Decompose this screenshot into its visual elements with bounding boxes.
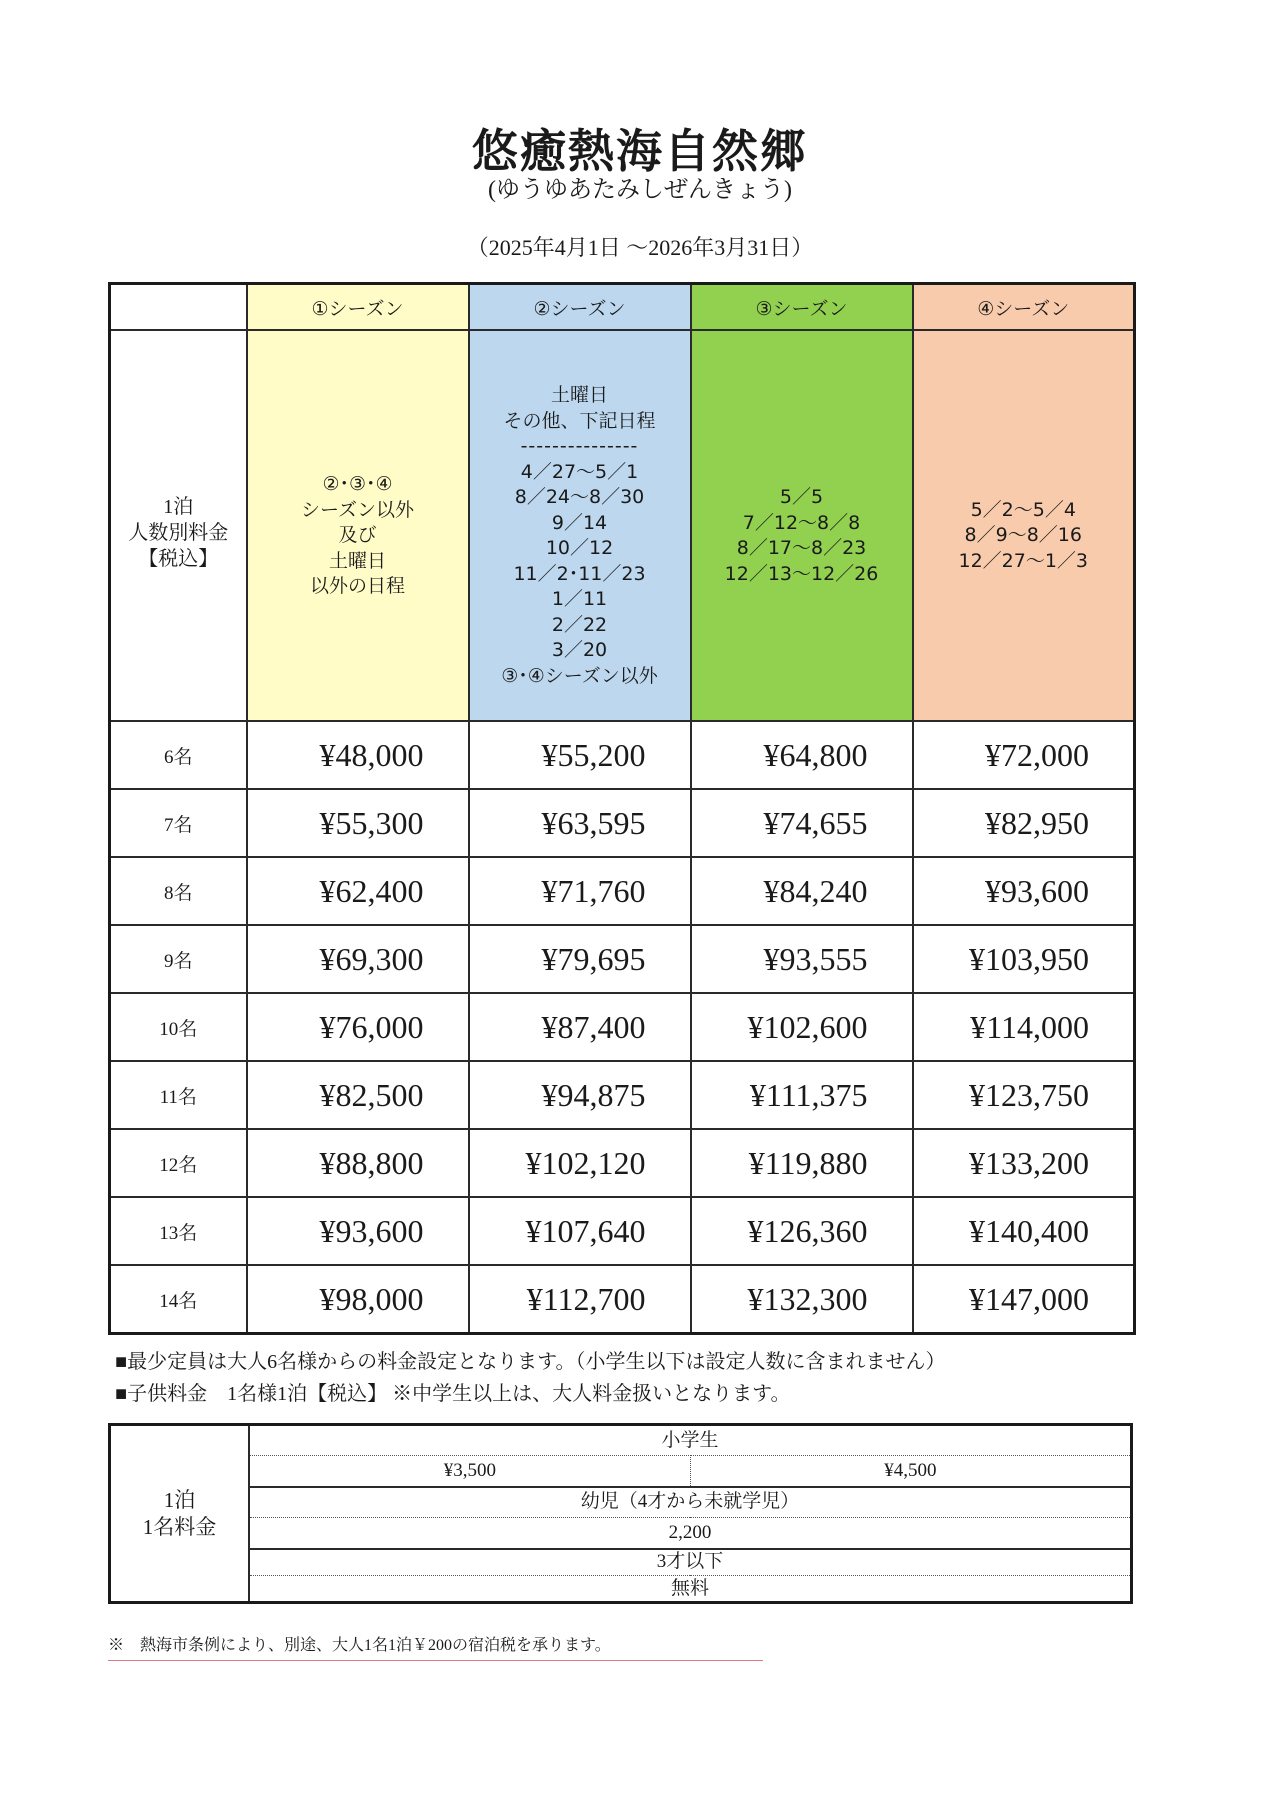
price-season-4: ¥103,950	[913, 925, 1135, 993]
price-season-2: ¥107,640	[469, 1197, 691, 1265]
price-season-3: ¥93,555	[691, 925, 913, 993]
date-line: 8／17～8／23	[736, 537, 867, 559]
price-season-2: ¥102,120	[469, 1129, 691, 1197]
preschool-label-row	[110, 1487, 1132, 1518]
elementary-label-row	[110, 1425, 1132, 1456]
date-line: 9／14	[551, 511, 608, 534]
price-season-4: ¥123,750	[913, 1061, 1135, 1129]
party-size: 10名	[110, 993, 247, 1061]
toddler-label: 3才以下	[249, 1549, 1132, 1576]
date-line: 1／11	[551, 588, 608, 610]
price-season-2: ¥55,200	[469, 721, 691, 789]
price-season-1: ¥76,000	[247, 993, 469, 1061]
party-size: 6名	[110, 721, 247, 789]
party-size: 11名	[110, 1061, 247, 1129]
preschool-label: 幼児（4才から未就学児）	[249, 1487, 1132, 1518]
date-line: 4／27～5／1	[520, 460, 639, 483]
price-season-1: ¥98,000	[247, 1265, 469, 1334]
season-2-header: ②シーズン	[469, 284, 691, 331]
date-line: ②･③･④	[322, 473, 393, 496]
price-season-1: ¥93,600	[247, 1197, 469, 1265]
price-season-2: ¥71,760	[469, 857, 691, 925]
party-size: 7名	[110, 789, 247, 857]
header-corner-cell	[110, 284, 247, 331]
validity-period: （2025年4月1日 ～2026年3月31日）	[466, 235, 814, 260]
price-season-1: ¥69,300	[247, 925, 469, 993]
row-label-line: 人数別料金	[128, 521, 229, 544]
price-season-2: ¥63,595	[469, 789, 691, 857]
season-1-dates	[247, 330, 469, 721]
price-season-1: ¥62,400	[247, 857, 469, 925]
price-season-2: ¥79,695	[469, 925, 691, 993]
price-season-3: ¥119,880	[691, 1129, 913, 1197]
price-season-4: ¥114,000	[913, 993, 1135, 1061]
price-season-4: ¥140,400	[913, 1197, 1135, 1265]
price-season-4: ¥133,200	[913, 1129, 1135, 1197]
date-line: 5／2～5／4	[970, 498, 1076, 521]
preschool-price: 2,200	[249, 1518, 1132, 1549]
row-label-line: 【税込】	[138, 547, 219, 570]
price-row	[110, 1265, 1135, 1334]
party-size: 13名	[110, 1197, 247, 1265]
page-subtitle-reading: (ゆうゆあたみしぜんきょう)	[488, 177, 792, 203]
child-row-label-line: 1泊	[163, 1487, 196, 1512]
toddler-price: 無料	[249, 1576, 1132, 1603]
season-1-header: ①シーズン	[247, 284, 469, 331]
row-label-line: 1泊	[163, 495, 194, 518]
price-row	[110, 857, 1135, 925]
price-row	[110, 1061, 1135, 1129]
accommodation-tax-footnote: ※ 熱海市条例により、別途、大人1名1泊￥200の宿泊税を承ります。	[108, 1635, 763, 1661]
pricing-table	[108, 282, 1136, 1335]
price-season-1: ¥55,300	[247, 789, 469, 857]
price-season-3: ¥64,800	[691, 721, 913, 789]
price-season-3: ¥126,360	[691, 1197, 913, 1265]
price-season-4: ¥93,600	[913, 857, 1135, 925]
price-season-4: ¥147,000	[913, 1265, 1135, 1334]
date-line: 12／13～12／26	[724, 562, 879, 585]
season-3-header: ③シーズン	[691, 284, 913, 331]
elementary-price-row	[110, 1456, 1132, 1487]
elementary-price-2: ¥4,500	[690, 1456, 1131, 1487]
season-header-row	[110, 284, 1135, 331]
date-line: 土曜日	[328, 549, 386, 572]
toddler-price-row	[110, 1576, 1132, 1603]
elementary-label: 小学生	[661, 1429, 719, 1451]
date-line: 5／5	[779, 486, 824, 508]
price-season-3: ¥102,600	[691, 993, 913, 1061]
price-row	[110, 789, 1135, 857]
price-season-3: ¥84,240	[691, 857, 913, 925]
season-dates-row	[110, 330, 1135, 721]
date-line: 土曜日	[550, 384, 608, 406]
party-size: 9名	[110, 925, 247, 993]
date-line: 8／24～8／30	[514, 486, 645, 508]
date-line: シーズン以外	[300, 498, 415, 521]
child-row-label-line: 1名料金	[142, 1514, 217, 1539]
elementary-price-1: ¥3,500	[249, 1456, 690, 1487]
price-row	[110, 1197, 1135, 1265]
page-title: 悠癒熱海自然郷	[472, 126, 808, 177]
child-pricing-table	[108, 1423, 1133, 1604]
dashed-separator: ---------------	[520, 435, 639, 457]
price-row	[110, 1129, 1135, 1197]
minimum-occupancy-note: ■最少定員は大人6名様からの料金設定となります。（小学生以下は設定人数に含まれません）	[115, 1351, 946, 1373]
season-4-header: ④シーズン	[913, 284, 1135, 331]
date-line: ③･④シーズン以外	[501, 664, 658, 687]
price-season-4: ¥72,000	[913, 721, 1135, 789]
date-line: 3／20	[551, 639, 608, 661]
date-line: 以外の日程	[309, 575, 405, 598]
date-line: 及び	[338, 524, 377, 547]
party-size: 8名	[110, 857, 247, 925]
date-line: その他、下記日程	[503, 409, 656, 432]
season-2-dates	[469, 330, 691, 721]
preschool-price-row	[110, 1518, 1132, 1549]
price-row	[110, 721, 1135, 789]
price-season-2: ¥87,400	[469, 993, 691, 1061]
toddler-label-row	[110, 1549, 1132, 1576]
price-season-2: ¥112,700	[469, 1265, 691, 1334]
price-season-2: ¥94,875	[469, 1061, 691, 1129]
date-line: 10／12	[545, 537, 614, 559]
season-4-dates	[913, 330, 1135, 721]
date-line: 8／9～8／16	[964, 524, 1082, 547]
price-season-3: ¥111,375	[691, 1061, 913, 1129]
child-rate-note: ■子供料金 1名様1泊【税込】 ※中学生以上は、大人料金扱いとなります。	[115, 1383, 791, 1405]
price-season-3: ¥74,655	[691, 789, 913, 857]
party-size: 12名	[110, 1129, 247, 1197]
price-season-1: ¥82,500	[247, 1061, 469, 1129]
price-season-4: ¥82,950	[913, 789, 1135, 857]
price-season-3: ¥132,300	[691, 1265, 913, 1334]
date-line: 7／12～8／8	[742, 511, 861, 534]
price-row	[110, 925, 1135, 993]
date-line: 11／2･11／23	[513, 562, 646, 585]
season-3-dates	[691, 330, 913, 721]
child-row-label	[110, 1425, 250, 1603]
price-season-1: ¥48,000	[247, 721, 469, 789]
price-season-1: ¥88,800	[247, 1129, 469, 1197]
date-line: 12／27～1／3	[958, 549, 1089, 572]
party-size: 14名	[110, 1265, 247, 1334]
price-row	[110, 993, 1135, 1061]
row-label-per-night-rate	[110, 330, 247, 721]
date-line: 2／22	[551, 613, 608, 636]
